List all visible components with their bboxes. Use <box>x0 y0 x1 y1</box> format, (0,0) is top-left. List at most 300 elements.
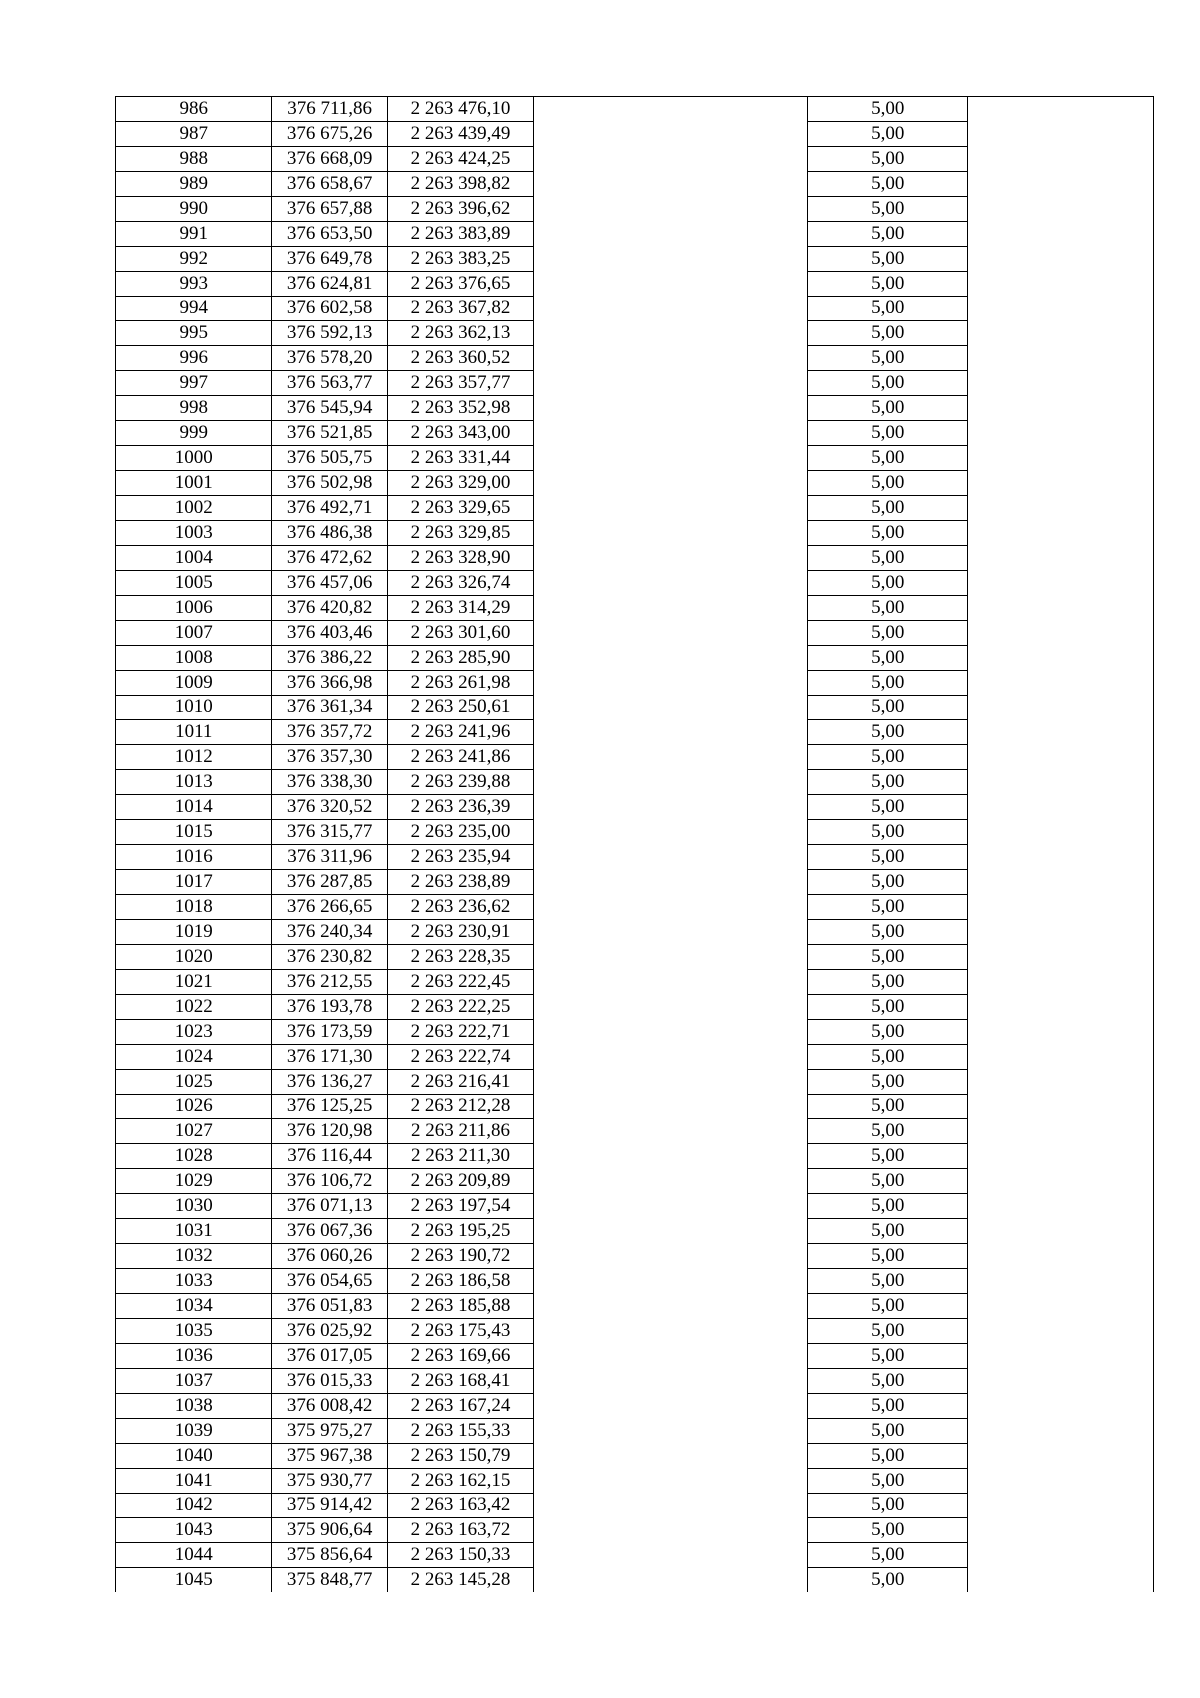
x-coordinate-cell: 376 457,06 <box>272 570 387 595</box>
x-coordinate-cell: 376 658,67 <box>272 171 387 196</box>
x-coordinate-cell: 376 472,62 <box>272 545 387 570</box>
accuracy-cell: 5,00 <box>807 446 967 471</box>
empty-cell <box>534 820 808 845</box>
x-coordinate-cell: 375 967,38 <box>272 1443 387 1468</box>
empty-cell <box>968 720 1154 745</box>
y-coordinate-cell: 2 263 190,72 <box>387 1244 533 1269</box>
table-row <box>116 720 1154 745</box>
point-number-cell: 1015 <box>116 820 272 845</box>
empty-cell <box>968 795 1154 820</box>
empty-cell <box>534 1169 808 1194</box>
point-number-cell: 1012 <box>116 745 272 770</box>
point-number-cell: 1020 <box>116 944 272 969</box>
x-coordinate-cell: 376 502,98 <box>272 471 387 496</box>
empty-cell <box>968 745 1154 770</box>
table-row <box>116 196 1154 221</box>
y-coordinate-cell: 2 263 241,86 <box>387 745 533 770</box>
empty-cell <box>968 1069 1154 1094</box>
table-row <box>116 1194 1154 1219</box>
empty-cell <box>968 321 1154 346</box>
empty-cell <box>534 620 808 645</box>
y-coordinate-cell: 2 263 383,89 <box>387 221 533 246</box>
empty-cell <box>968 496 1154 521</box>
point-number-cell: 1033 <box>116 1269 272 1294</box>
table-row <box>116 1368 1154 1393</box>
y-coordinate-cell: 2 263 331,44 <box>387 446 533 471</box>
y-coordinate-cell: 2 263 367,82 <box>387 296 533 321</box>
empty-cell <box>534 371 808 396</box>
empty-cell <box>534 520 808 545</box>
empty-cell <box>968 969 1154 994</box>
x-coordinate-cell: 376 171,30 <box>272 1044 387 1069</box>
empty-cell <box>534 121 808 146</box>
accuracy-cell: 5,00 <box>807 1144 967 1169</box>
table-row <box>116 1343 1154 1368</box>
empty-cell <box>968 421 1154 446</box>
x-coordinate-cell: 376 657,88 <box>272 196 387 221</box>
point-number-cell: 1022 <box>116 994 272 1019</box>
empty-cell <box>534 1244 808 1269</box>
empty-cell <box>534 795 808 820</box>
empty-cell <box>534 1368 808 1393</box>
x-coordinate-cell: 376 125,25 <box>272 1094 387 1119</box>
empty-cell <box>968 620 1154 645</box>
empty-cell <box>534 845 808 870</box>
table-row <box>116 745 1154 770</box>
x-coordinate-cell: 376 357,30 <box>272 745 387 770</box>
point-number-cell: 994 <box>116 296 272 321</box>
point-number-cell: 988 <box>116 146 272 171</box>
empty-cell <box>968 1119 1154 1144</box>
accuracy-cell: 5,00 <box>807 895 967 920</box>
empty-cell <box>968 1094 1154 1119</box>
table-row <box>116 1144 1154 1169</box>
table-row <box>116 1318 1154 1343</box>
y-coordinate-cell: 2 263 212,28 <box>387 1094 533 1119</box>
table-row <box>116 645 1154 670</box>
y-coordinate-cell: 2 263 352,98 <box>387 396 533 421</box>
empty-cell <box>534 969 808 994</box>
empty-cell <box>968 895 1154 920</box>
x-coordinate-cell: 376 675,26 <box>272 121 387 146</box>
x-coordinate-cell: 375 914,42 <box>272 1493 387 1518</box>
table-row <box>116 1393 1154 1418</box>
accuracy-cell: 5,00 <box>807 371 967 396</box>
table-row <box>116 595 1154 620</box>
x-coordinate-cell: 376 067,36 <box>272 1219 387 1244</box>
y-coordinate-cell: 2 263 328,90 <box>387 545 533 570</box>
point-number-cell: 1014 <box>116 795 272 820</box>
y-coordinate-cell: 2 263 195,25 <box>387 1219 533 1244</box>
table-row <box>116 944 1154 969</box>
empty-cell <box>968 1443 1154 1468</box>
empty-cell <box>968 1368 1154 1393</box>
table-row <box>116 1094 1154 1119</box>
x-coordinate-cell: 376 136,27 <box>272 1069 387 1094</box>
empty-cell <box>534 1568 808 1592</box>
empty-cell <box>968 1019 1154 1044</box>
empty-cell <box>534 146 808 171</box>
y-coordinate-cell: 2 263 235,00 <box>387 820 533 845</box>
accuracy-cell: 5,00 <box>807 595 967 620</box>
accuracy-cell: 5,00 <box>807 570 967 595</box>
empty-cell <box>534 471 808 496</box>
point-number-cell: 1011 <box>116 720 272 745</box>
accuracy-cell: 5,00 <box>807 1194 967 1219</box>
table-row <box>116 1518 1154 1543</box>
point-number-cell: 1031 <box>116 1219 272 1244</box>
table-row <box>116 346 1154 371</box>
empty-cell <box>968 1418 1154 1443</box>
empty-cell <box>968 820 1154 845</box>
accuracy-cell: 5,00 <box>807 695 967 720</box>
x-coordinate-cell: 375 906,64 <box>272 1518 387 1543</box>
accuracy-cell: 5,00 <box>807 520 967 545</box>
y-coordinate-cell: 2 263 424,25 <box>387 146 533 171</box>
table-row <box>116 1468 1154 1493</box>
y-coordinate-cell: 2 263 326,74 <box>387 570 533 595</box>
y-coordinate-cell: 2 263 301,60 <box>387 620 533 645</box>
y-coordinate-cell: 2 263 162,15 <box>387 1468 533 1493</box>
x-coordinate-cell: 375 848,77 <box>272 1568 387 1592</box>
table-row <box>116 1493 1154 1518</box>
point-number-cell: 999 <box>116 421 272 446</box>
empty-cell <box>534 1269 808 1294</box>
empty-cell <box>534 1019 808 1044</box>
x-coordinate-cell: 376 193,78 <box>272 994 387 1019</box>
table-row <box>116 221 1154 246</box>
table-row <box>116 845 1154 870</box>
empty-cell <box>534 296 808 321</box>
point-number-cell: 1018 <box>116 895 272 920</box>
table-row <box>116 969 1154 994</box>
accuracy-cell: 5,00 <box>807 1543 967 1568</box>
x-coordinate-cell: 376 602,58 <box>272 296 387 321</box>
coordinates-table-body <box>116 97 1154 1593</box>
point-number-cell: 1010 <box>116 695 272 720</box>
empty-cell <box>968 1543 1154 1568</box>
empty-cell <box>534 1219 808 1244</box>
accuracy-cell: 5,00 <box>807 1368 967 1393</box>
table-row <box>116 695 1154 720</box>
x-coordinate-cell: 376 361,34 <box>272 695 387 720</box>
y-coordinate-cell: 2 263 236,62 <box>387 895 533 920</box>
x-coordinate-cell: 376 521,85 <box>272 421 387 446</box>
empty-cell <box>968 1169 1154 1194</box>
table-row <box>116 471 1154 496</box>
y-coordinate-cell: 2 263 168,41 <box>387 1368 533 1393</box>
x-coordinate-cell: 376 008,42 <box>272 1393 387 1418</box>
point-number-cell: 1006 <box>116 595 272 620</box>
accuracy-cell: 5,00 <box>807 1468 967 1493</box>
point-number-cell: 995 <box>116 321 272 346</box>
empty-cell <box>534 944 808 969</box>
empty-cell <box>968 1144 1154 1169</box>
x-coordinate-cell: 376 017,05 <box>272 1343 387 1368</box>
y-coordinate-cell: 2 263 228,35 <box>387 944 533 969</box>
point-number-cell: 1000 <box>116 446 272 471</box>
empty-cell <box>968 1294 1154 1319</box>
accuracy-cell: 5,00 <box>807 1493 967 1518</box>
y-coordinate-cell: 2 263 314,29 <box>387 595 533 620</box>
empty-cell <box>968 1244 1154 1269</box>
empty-cell <box>534 745 808 770</box>
table-row <box>116 570 1154 595</box>
accuracy-cell: 5,00 <box>807 321 967 346</box>
empty-cell <box>968 1468 1154 1493</box>
point-number-cell: 1023 <box>116 1019 272 1044</box>
y-coordinate-cell: 2 263 329,00 <box>387 471 533 496</box>
empty-cell <box>968 944 1154 969</box>
y-coordinate-cell: 2 263 238,89 <box>387 870 533 895</box>
empty-cell <box>534 1493 808 1518</box>
table-row <box>116 271 1154 296</box>
x-coordinate-cell: 376 563,77 <box>272 371 387 396</box>
table-row <box>116 1119 1154 1144</box>
y-coordinate-cell: 2 263 155,33 <box>387 1418 533 1443</box>
empty-cell <box>968 1044 1154 1069</box>
table-row <box>116 396 1154 421</box>
table-row <box>116 1543 1154 1568</box>
x-coordinate-cell: 376 366,98 <box>272 670 387 695</box>
point-number-cell: 1044 <box>116 1543 272 1568</box>
accuracy-cell: 5,00 <box>807 1219 967 1244</box>
table-row <box>116 1568 1154 1592</box>
empty-cell <box>534 1194 808 1219</box>
empty-cell <box>968 994 1154 1019</box>
x-coordinate-cell: 376 338,30 <box>272 770 387 795</box>
y-coordinate-cell: 2 263 150,79 <box>387 1443 533 1468</box>
accuracy-cell: 5,00 <box>807 820 967 845</box>
empty-cell <box>534 570 808 595</box>
y-coordinate-cell: 2 263 197,54 <box>387 1194 533 1219</box>
empty-cell <box>968 471 1154 496</box>
accuracy-cell: 5,00 <box>807 620 967 645</box>
table-row <box>116 1044 1154 1069</box>
accuracy-cell: 5,00 <box>807 1269 967 1294</box>
x-coordinate-cell: 376 711,86 <box>272 97 387 122</box>
empty-cell <box>534 1044 808 1069</box>
x-coordinate-cell: 376 240,34 <box>272 919 387 944</box>
point-number-cell: 1024 <box>116 1044 272 1069</box>
x-coordinate-cell: 376 060,26 <box>272 1244 387 1269</box>
empty-cell <box>968 296 1154 321</box>
empty-cell <box>534 770 808 795</box>
accuracy-cell: 5,00 <box>807 271 967 296</box>
point-number-cell: 1041 <box>116 1468 272 1493</box>
y-coordinate-cell: 2 263 250,61 <box>387 695 533 720</box>
y-coordinate-cell: 2 263 360,52 <box>387 346 533 371</box>
accuracy-cell: 5,00 <box>807 1343 967 1368</box>
point-number-cell: 1019 <box>116 919 272 944</box>
table-row <box>116 1019 1154 1044</box>
empty-cell <box>534 545 808 570</box>
accuracy-cell: 5,00 <box>807 1518 967 1543</box>
table-row <box>116 520 1154 545</box>
empty-cell <box>968 171 1154 196</box>
empty-cell <box>968 595 1154 620</box>
point-number-cell: 991 <box>116 221 272 246</box>
accuracy-cell: 5,00 <box>807 1094 967 1119</box>
point-number-cell: 1032 <box>116 1244 272 1269</box>
y-coordinate-cell: 2 263 239,88 <box>387 770 533 795</box>
table-row <box>116 446 1154 471</box>
empty-cell <box>534 1518 808 1543</box>
table-row <box>116 1269 1154 1294</box>
table-row <box>116 1169 1154 1194</box>
accuracy-cell: 5,00 <box>807 770 967 795</box>
accuracy-cell: 5,00 <box>807 645 967 670</box>
y-coordinate-cell: 2 263 383,25 <box>387 246 533 271</box>
y-coordinate-cell: 2 263 376,65 <box>387 271 533 296</box>
empty-cell <box>534 246 808 271</box>
accuracy-cell: 5,00 <box>807 1294 967 1319</box>
empty-cell <box>968 196 1154 221</box>
point-number-cell: 1039 <box>116 1418 272 1443</box>
point-number-cell: 1030 <box>116 1194 272 1219</box>
y-coordinate-cell: 2 263 185,88 <box>387 1294 533 1319</box>
x-coordinate-cell: 376 420,82 <box>272 595 387 620</box>
point-number-cell: 1005 <box>116 570 272 595</box>
point-number-cell: 1008 <box>116 645 272 670</box>
x-coordinate-cell: 376 266,65 <box>272 895 387 920</box>
empty-cell <box>534 271 808 296</box>
y-coordinate-cell: 2 263 163,42 <box>387 1493 533 1518</box>
x-coordinate-cell: 376 649,78 <box>272 246 387 271</box>
x-coordinate-cell: 376 403,46 <box>272 620 387 645</box>
y-coordinate-cell: 2 263 222,45 <box>387 969 533 994</box>
table-row <box>116 795 1154 820</box>
point-number-cell: 1007 <box>116 620 272 645</box>
y-coordinate-cell: 2 263 329,65 <box>387 496 533 521</box>
point-number-cell: 1017 <box>116 870 272 895</box>
x-coordinate-cell: 376 015,33 <box>272 1368 387 1393</box>
table-row <box>116 1418 1154 1443</box>
accuracy-cell: 5,00 <box>807 471 967 496</box>
empty-cell <box>534 446 808 471</box>
y-coordinate-cell: 2 263 163,72 <box>387 1518 533 1543</box>
empty-cell <box>968 121 1154 146</box>
y-coordinate-cell: 2 263 343,00 <box>387 421 533 446</box>
point-number-cell: 1036 <box>116 1343 272 1368</box>
accuracy-cell: 5,00 <box>807 421 967 446</box>
table-row <box>116 1244 1154 1269</box>
accuracy-cell: 5,00 <box>807 795 967 820</box>
x-coordinate-cell: 376 051,83 <box>272 1294 387 1319</box>
table-row <box>116 1069 1154 1094</box>
empty-cell <box>968 545 1154 570</box>
empty-cell <box>534 196 808 221</box>
accuracy-cell: 5,00 <box>807 1169 967 1194</box>
y-coordinate-cell: 2 263 167,24 <box>387 1393 533 1418</box>
empty-cell <box>968 1194 1154 1219</box>
y-coordinate-cell: 2 263 476,10 <box>387 97 533 122</box>
empty-cell <box>534 1443 808 1468</box>
x-coordinate-cell: 376 230,82 <box>272 944 387 969</box>
empty-cell <box>534 1468 808 1493</box>
table-row <box>116 1443 1154 1468</box>
empty-cell <box>534 1119 808 1144</box>
empty-cell <box>968 396 1154 421</box>
empty-cell <box>534 346 808 371</box>
empty-cell <box>968 1518 1154 1543</box>
accuracy-cell: 5,00 <box>807 870 967 895</box>
y-coordinate-cell: 2 263 236,39 <box>387 795 533 820</box>
y-coordinate-cell: 2 263 362,13 <box>387 321 533 346</box>
accuracy-cell: 5,00 <box>807 1393 967 1418</box>
empty-cell <box>534 919 808 944</box>
accuracy-cell: 5,00 <box>807 1019 967 1044</box>
empty-cell <box>534 695 808 720</box>
empty-cell <box>968 1219 1154 1244</box>
y-coordinate-cell: 2 263 241,96 <box>387 720 533 745</box>
empty-cell <box>534 1069 808 1094</box>
point-number-cell: 1021 <box>116 969 272 994</box>
y-coordinate-cell: 2 263 150,33 <box>387 1543 533 1568</box>
empty-cell <box>968 221 1154 246</box>
empty-cell <box>534 670 808 695</box>
table-row <box>116 146 1154 171</box>
accuracy-cell: 5,00 <box>807 1119 967 1144</box>
y-coordinate-cell: 2 263 261,98 <box>387 670 533 695</box>
empty-cell <box>534 1418 808 1443</box>
table-row <box>116 670 1154 695</box>
point-number-cell: 1037 <box>116 1368 272 1393</box>
accuracy-cell: 5,00 <box>807 994 967 1019</box>
empty-cell <box>534 1094 808 1119</box>
empty-cell <box>968 645 1154 670</box>
accuracy-cell: 5,00 <box>807 1318 967 1343</box>
x-coordinate-cell: 376 071,13 <box>272 1194 387 1219</box>
y-coordinate-cell: 2 263 222,25 <box>387 994 533 1019</box>
x-coordinate-cell: 376 624,81 <box>272 271 387 296</box>
y-coordinate-cell: 2 263 209,89 <box>387 1169 533 1194</box>
empty-cell <box>968 246 1154 271</box>
x-coordinate-cell: 376 116,44 <box>272 1144 387 1169</box>
empty-cell <box>968 446 1154 471</box>
table-row <box>116 121 1154 146</box>
point-number-cell: 990 <box>116 196 272 221</box>
table-row <box>116 1219 1154 1244</box>
table-row <box>116 496 1154 521</box>
y-coordinate-cell: 2 263 222,74 <box>387 1044 533 1069</box>
empty-cell <box>534 1343 808 1368</box>
empty-cell <box>534 1318 808 1343</box>
point-number-cell: 1038 <box>116 1393 272 1418</box>
point-number-cell: 986 <box>116 97 272 122</box>
point-number-cell: 997 <box>116 371 272 396</box>
empty-cell <box>968 670 1154 695</box>
empty-cell <box>534 870 808 895</box>
table-row <box>116 620 1154 645</box>
x-coordinate-cell: 375 930,77 <box>272 1468 387 1493</box>
x-coordinate-cell: 376 106,72 <box>272 1169 387 1194</box>
accuracy-cell: 5,00 <box>807 1418 967 1443</box>
x-coordinate-cell: 376 492,71 <box>272 496 387 521</box>
table-row <box>116 994 1154 1019</box>
accuracy-cell: 5,00 <box>807 246 967 271</box>
accuracy-cell: 5,00 <box>807 1443 967 1468</box>
x-coordinate-cell: 376 311,96 <box>272 845 387 870</box>
empty-cell <box>968 371 1154 396</box>
accuracy-cell: 5,00 <box>807 121 967 146</box>
y-coordinate-cell: 2 263 222,71 <box>387 1019 533 1044</box>
y-coordinate-cell: 2 263 396,62 <box>387 196 533 221</box>
y-coordinate-cell: 2 263 186,58 <box>387 1269 533 1294</box>
y-coordinate-cell: 2 263 398,82 <box>387 171 533 196</box>
accuracy-cell: 5,00 <box>807 1044 967 1069</box>
accuracy-cell: 5,00 <box>807 1069 967 1094</box>
